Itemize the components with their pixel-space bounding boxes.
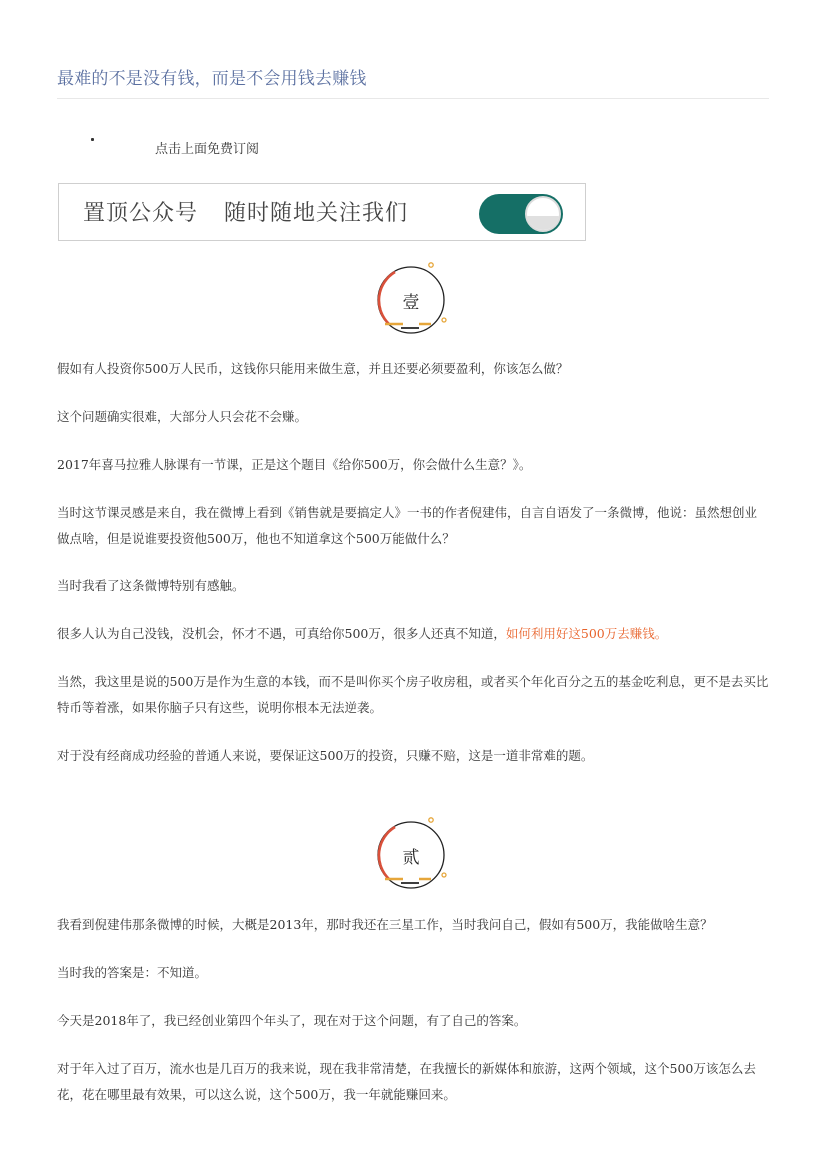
paragraph: 假如有人投资你500万人民币，这钱你只能用来做生意，并且还要必须要盈利，你该怎么做？ [57,361,569,376]
paragraph: 当时我的答案是：不知道。 [57,965,208,980]
paragraph: 2017年喜马拉雅人脉课有一节课，正是这个题目《给你500万，你会做什么生意？》。 [57,457,532,472]
highlight-text: 如何利用好这500万去赚钱。 [505,626,668,641]
paragraph: 当时我看了这条微博特别有感触。 [57,578,245,593]
paragraph: 对于年入过了百万，流水也是几百万的我来说，现在我非常清楚，在我擅长的新媒体和旅游，这两个领域，这个500万该怎么去花，花在哪里最有效果，可以这么说，这个500万，我一年就能赚回来。 [57,1061,756,1102]
paragraph: 当然，我这里是说的500万是作为生意的本钱，而不是叫你买个房子收房租，或者买个年化百分之五的基金吃利息，更不是去买比特币等着涨，如果你脑子只有这些，说明你根本无法逆袭。 [57,674,769,715]
paragraph-with-highlight [57,621,769,647]
article-title: 最难的不是没有钱，而是不会用钱去赚钱 [57,69,367,89]
paragraph-text: 很多人认为自己没钱，没机会，怀才不遇，可真给你500万，很多人还真不知道， [57,626,506,641]
section-badge-2 [375,817,455,897]
follow-banner[interactable] [58,183,586,241]
banner-text-right: 随时随地关注我们 [224,201,409,226]
pin-toggle[interactable] [479,194,563,234]
paragraph: 当时这节课灵感是来自，我在微博上看到《销售就是要搞定人》一书的作者倪建伟，自言自语发了一条微博，他说：虽然想创业做点啥，但是说谁要投资他500万，他也不知道拿这个500万能做什么？ [57,505,758,546]
section-badge-label: 贰 [402,848,420,868]
section-badge-1 [375,262,455,342]
paragraph: 这个问题确实很难，大部分人只会花不会赚。 [57,409,308,424]
paragraph: 对于没有经商成功经验的普通人来说，要保证这500万的投资，只赚不赔，这是一道非常难的题。 [57,748,594,763]
subscribe-hint: 点击上面免费订阅 [155,142,260,157]
toggle-knob [525,196,561,232]
paragraph: 我看到倪建伟那条微博的时候，大概是2013年，那时我还在三星工作，当时我问自己，假如有500万，我能做啥生意？ [57,917,713,932]
paragraph: 今天是2018年了，我已经创业第四个年头了，现在对于这个问题，有了自己的答案。 [57,1013,527,1028]
banner-text-left: 置顶公众号 [83,201,199,226]
section-badge-label: 壹 [402,293,420,313]
title-divider [57,98,769,99]
bullet-dot-icon [91,138,94,141]
